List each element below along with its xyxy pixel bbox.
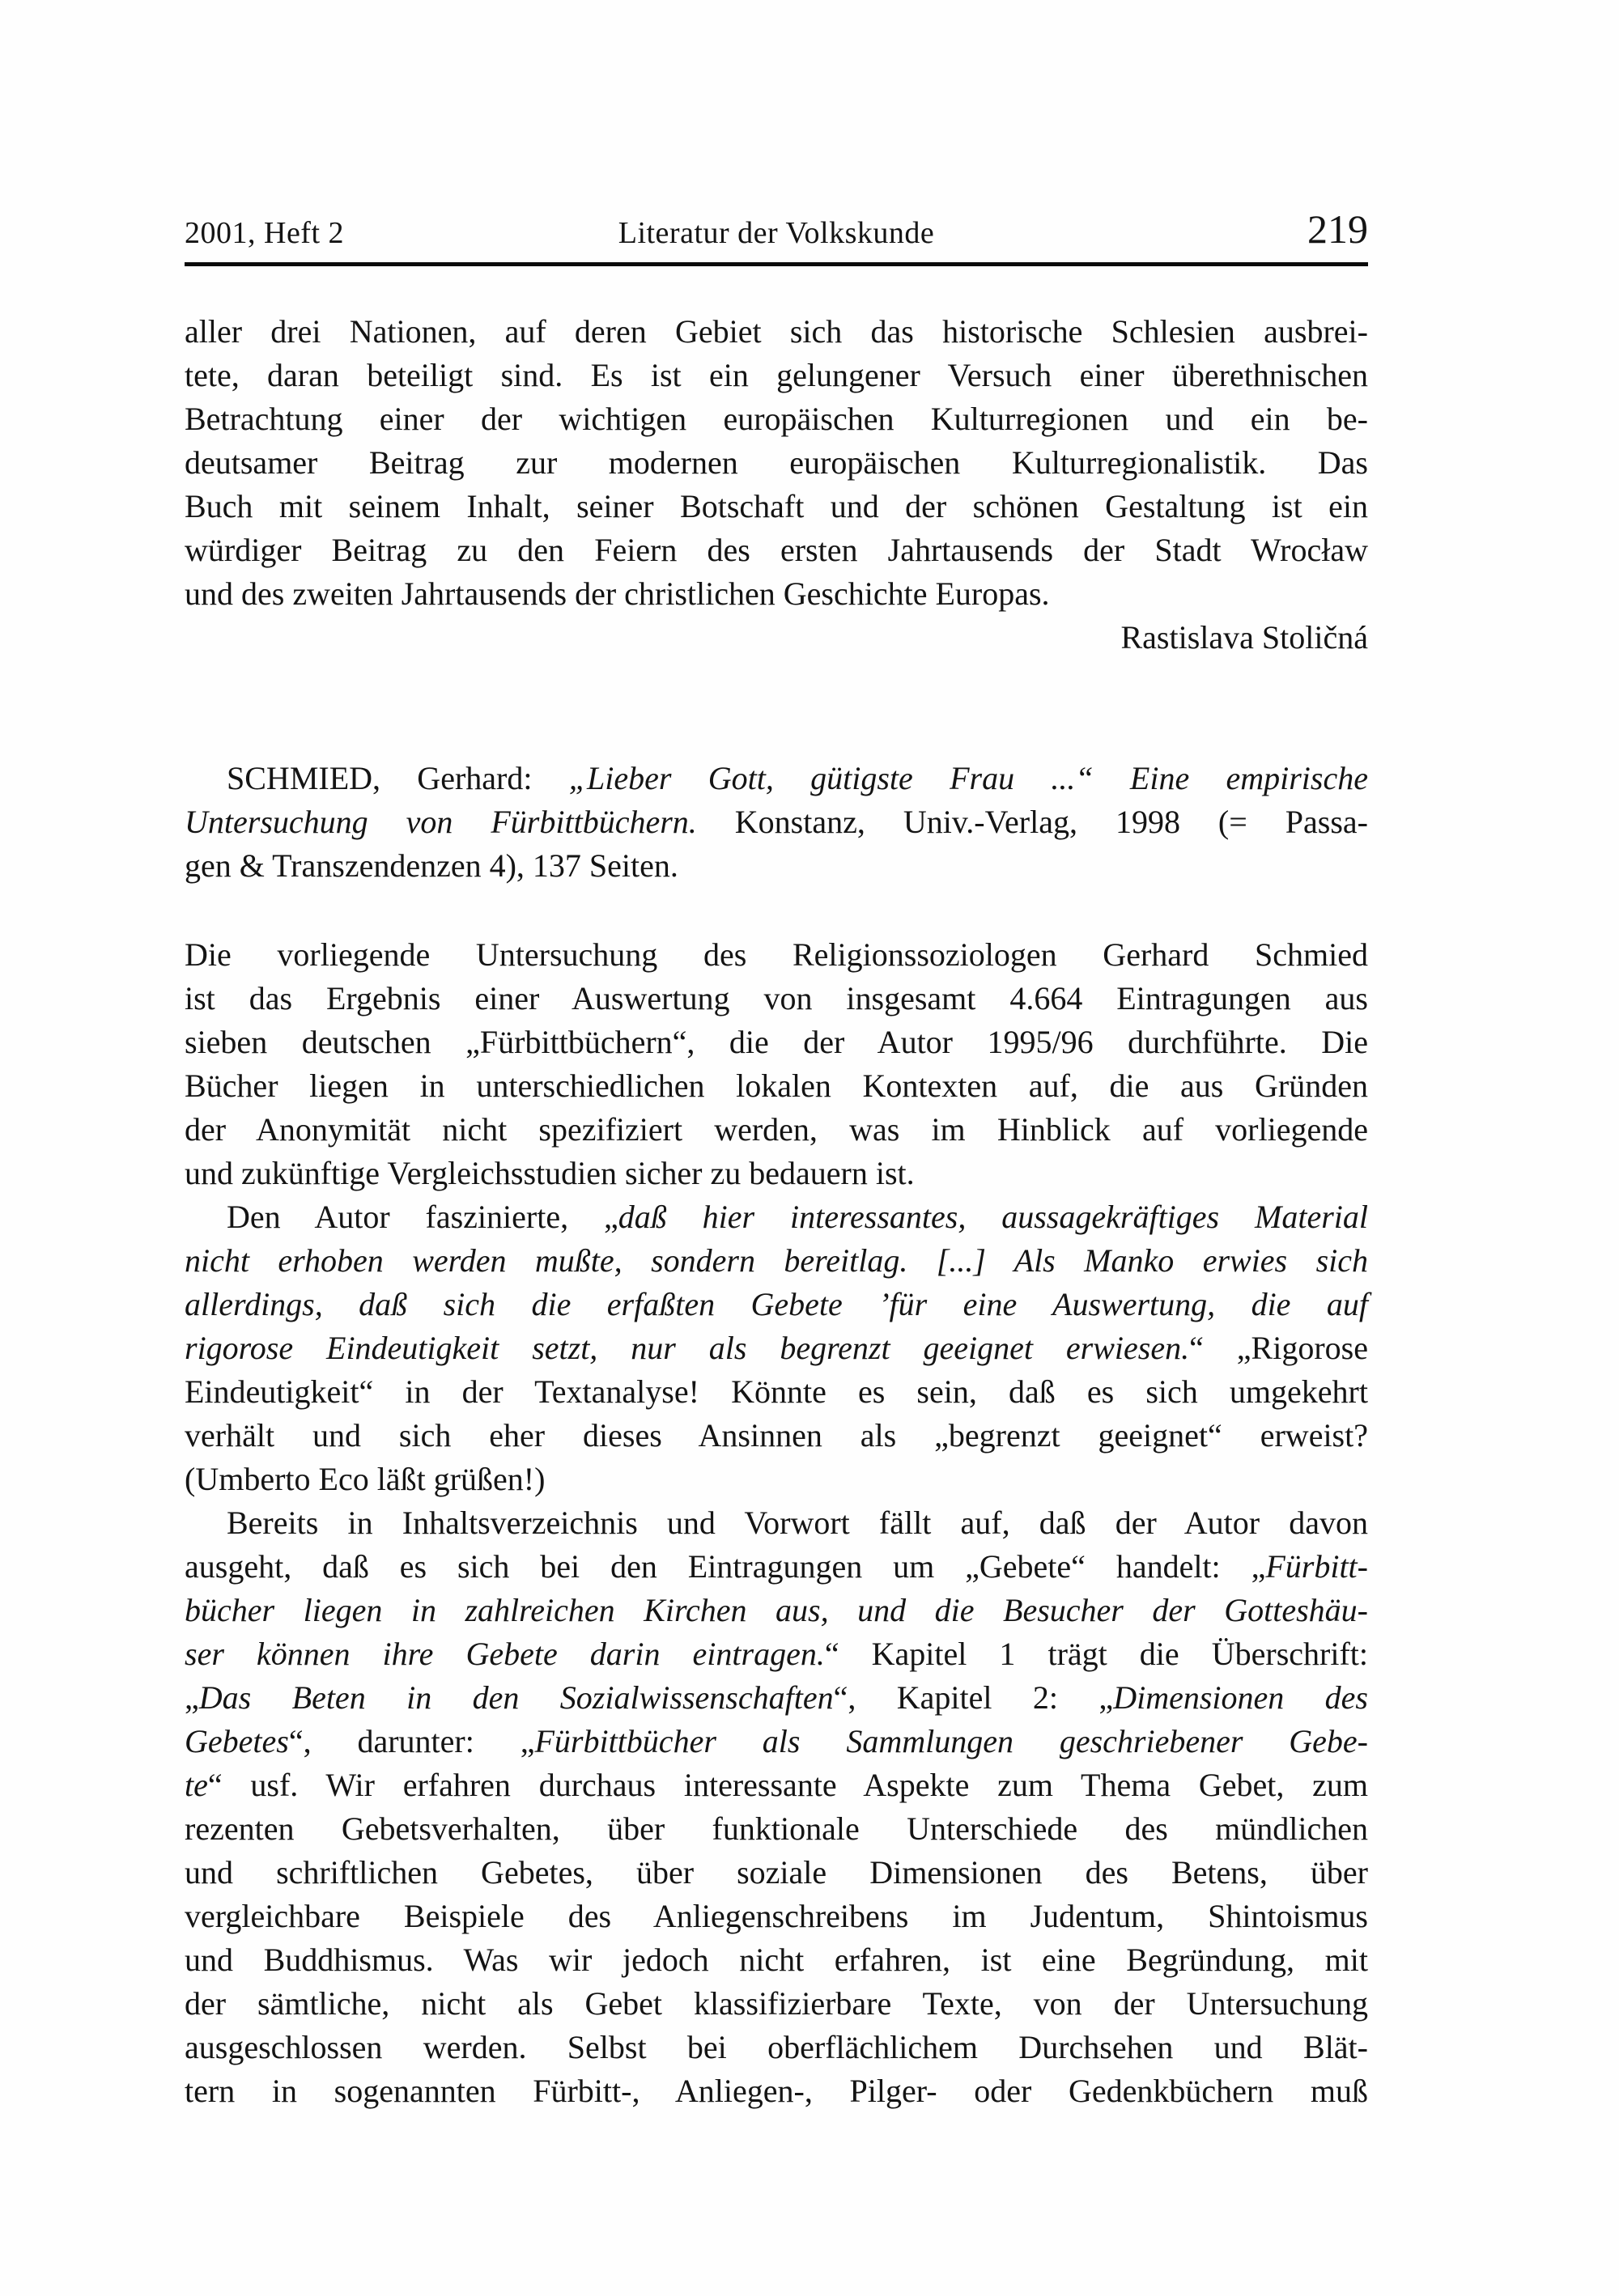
italic-text-segment: daß hier interessantes, aussagekräftiges Material xyxy=(618,1199,1368,1235)
text-segment: und zukünftige Vergleichsstudien sicher zu bedauern ist. xyxy=(185,1155,915,1191)
text-segment: “ „Rigorose xyxy=(1189,1330,1368,1366)
text-segment: und schriftlichen Gebetes, über soziale Dimensionen des Betens, über xyxy=(185,1854,1368,1891)
text-line xyxy=(185,1982,1368,2026)
text-segment: tete, daran beteiligt sind. Es ist ein gelungener Versuch einer überethnischen xyxy=(185,357,1368,393)
paragraph-overview xyxy=(185,933,1368,1195)
text-line xyxy=(185,1458,1368,1501)
page-number: 219 xyxy=(1307,206,1368,252)
text-line xyxy=(185,1108,1368,1152)
italic-text-segment: Das Beten in den Sozialwissenschaften xyxy=(198,1679,834,1716)
text-segment: aller drei Nationen, auf deren Gebiet sich das historische Schlesien ausbrei- xyxy=(185,313,1368,350)
text-line xyxy=(185,1195,1368,1239)
text-line xyxy=(185,397,1368,441)
text-line xyxy=(185,1370,1368,1414)
text-line xyxy=(185,1239,1368,1283)
text-line xyxy=(185,933,1368,977)
italic-text-segment: „Lieber Gott, gütigste Frau ...“ Eine empirische xyxy=(568,760,1368,796)
text-segment: “ usf. Wir erfahren durchaus interessante Aspekte zum Thema Gebet, zum xyxy=(207,1767,1368,1803)
text-segment: rezenten Gebetsverhalten, über funktionale Unterschiede des mündlichen xyxy=(185,1810,1368,1847)
italic-text-segment: Untersuchung von Fürbittbüchern. xyxy=(185,804,697,840)
issue-label: 2001, Heft 2 xyxy=(185,216,345,250)
text-line xyxy=(185,1938,1368,1982)
text-segment: würdiger Beitrag zu den Feiern des ersten Jahrtausends der Stadt Wrocław xyxy=(185,532,1368,568)
text-line xyxy=(185,1851,1368,1895)
text-line xyxy=(185,1589,1368,1632)
text-line xyxy=(185,800,1368,844)
text-line xyxy=(185,1326,1368,1370)
text-segment: der Anonymität nicht spezifiziert werden, was im Hinblick auf vorliegende xyxy=(185,1111,1368,1148)
text-segment: “ Kapitel 1 trägt die Überschrift: xyxy=(824,1636,1368,1672)
italic-text-segment: Gebetes xyxy=(185,1723,289,1759)
italic-text-segment: allerdings, daß sich die erfaßten Gebete ’für eine Auswertung, die auf xyxy=(185,1286,1368,1322)
text-line xyxy=(185,1676,1368,1720)
text-segment: sieben deutschen „Fürbittbüchern“, die der Autor 1995/96 durchführte. Die xyxy=(185,1024,1368,1060)
text-line xyxy=(185,757,1368,800)
text-segment: und des zweiten Jahrtausends der christlichen Geschichte Europas. xyxy=(185,575,1050,612)
text-segment: Konstanz, Univ.-Verlag, 1998 (= Passa- xyxy=(696,804,1369,840)
text-segment: ist das Ergebnis einer Auswertung von insgesamt 4.664 Eintragungen aus xyxy=(185,980,1368,1016)
text-line xyxy=(185,572,1368,616)
italic-text-segment: nicht erhoben werden mußte, sondern bereitlag. [...] Als Manko erwies sich xyxy=(185,1242,1368,1279)
text-line xyxy=(185,1414,1368,1458)
text-line xyxy=(185,310,1368,354)
page-header xyxy=(185,206,1368,252)
paragraph-contents-critique xyxy=(185,1501,1368,2113)
text-segment: “, Kapitel 2: „ xyxy=(833,1679,1114,1716)
text-segment: und Buddhismus. Was wir jedoch nicht erfahren, ist eine Begründung, mit xyxy=(185,1942,1368,1978)
text-segment: (Umberto Eco läßt grüßen!) xyxy=(185,1461,546,1497)
text-line xyxy=(185,485,1368,528)
paragraph-author-quote xyxy=(185,1195,1368,1501)
text-segment: Buch mit seinem Inhalt, seiner Botschaft und der schönen Gestaltung ist ein xyxy=(185,488,1368,524)
text-line xyxy=(185,1064,1368,1108)
paragraph-review-conclusion xyxy=(185,310,1368,616)
italic-text-segment: rigorose Eindeutigkeit setzt, nur als begrenzt geeignet erwiesen. xyxy=(185,1330,1190,1366)
text-line xyxy=(185,1152,1368,1195)
text-segment: der sämtliche, nicht als Gebet klassifizierbare Texte, von der Untersuchung xyxy=(185,1985,1368,2022)
text-line xyxy=(185,1283,1368,1326)
text-line xyxy=(185,1895,1368,1938)
italic-text-segment: ser können ihre Gebete darin eintragen. xyxy=(185,1636,825,1672)
text-segment: Bücher liegen in unterschiedlichen lokalen Kontexten auf, die aus Gründen xyxy=(185,1067,1368,1104)
text-segment: gen & Transzendenzen 4), 137 Seiten. xyxy=(185,847,678,884)
text-line xyxy=(185,1501,1368,1545)
journal-title: Literatur der Volkskunde xyxy=(618,216,935,250)
header-rule xyxy=(185,262,1368,266)
italic-text-segment: Fürbitt- xyxy=(1265,1548,1368,1585)
text-segment: vergleichbare Beispiele des Anliegenschreibens im Judentum, Shintoismus xyxy=(185,1898,1368,1934)
text-segment: Betrachtung einer der wichtigen europäischen Kulturregionen und ein be- xyxy=(185,401,1368,437)
text-line xyxy=(185,1763,1368,1807)
text-line xyxy=(185,441,1368,485)
text-line xyxy=(185,528,1368,572)
book-citation xyxy=(185,757,1368,888)
italic-text-segment: Fürbittbücher als Sammlungen geschriebener Gebe- xyxy=(534,1723,1368,1759)
text-segment: ausgeschlossen werden. Selbst bei oberflächlichem Durchsehen und Blät- xyxy=(185,2029,1368,2065)
text-segment: deutsamer Beitrag zur modernen europäischen Kulturregionalistik. Das xyxy=(185,444,1368,481)
text-segment: Bereits in Inhaltsverzeichnis und Vorwort fällt auf, daß der Autor davon xyxy=(227,1504,1368,1541)
text-line xyxy=(185,354,1368,397)
text-line xyxy=(185,2069,1368,2113)
text-line xyxy=(185,1807,1368,1851)
italic-text-segment: bücher liegen in zahlreichen Kirchen aus, und die Besucher der Gotteshäu- xyxy=(185,1592,1368,1628)
text-segment: tern in sogenannten Fürbitt-, Anliegen-, Pilger- oder Gedenkbüchern muß xyxy=(185,2073,1368,2109)
page-body xyxy=(185,310,1368,2113)
text-line xyxy=(185,2026,1368,2069)
text-line xyxy=(185,1545,1368,1589)
text-segment: SCHMIED, Gerhard: xyxy=(227,760,569,796)
italic-text-segment: Dimensionen des xyxy=(1113,1679,1368,1716)
text-line xyxy=(185,1632,1368,1676)
text-line xyxy=(185,977,1368,1021)
text-line xyxy=(185,1720,1368,1763)
text-segment: ausgeht, daß es sich bei den Eintragungen um „Gebete“ handelt: „ xyxy=(185,1548,1266,1585)
text-segment: “, darunter: „ xyxy=(288,1723,535,1759)
text-segment: verhält und sich eher dieses Ansinnen als „begrenzt geeignet“ erweist? xyxy=(185,1417,1368,1454)
page-content xyxy=(185,0,1368,2113)
text-line xyxy=(185,844,1368,888)
text-line xyxy=(185,1021,1368,1064)
text-segment: Die vorliegende Untersuchung des Religionssoziologen Gerhard Schmied xyxy=(185,936,1368,973)
italic-text-segment: te xyxy=(185,1767,208,1803)
text-segment: Eindeutigkeit“ in der Textanalyse! Könnte es sein, daß es sich umgekehrt xyxy=(185,1373,1368,1410)
reviewer-signature: Rastislava Stoličná xyxy=(1120,619,1368,656)
text-segment: Den Autor faszinierte, „ xyxy=(227,1199,618,1235)
text-segment: „ xyxy=(185,1679,199,1716)
